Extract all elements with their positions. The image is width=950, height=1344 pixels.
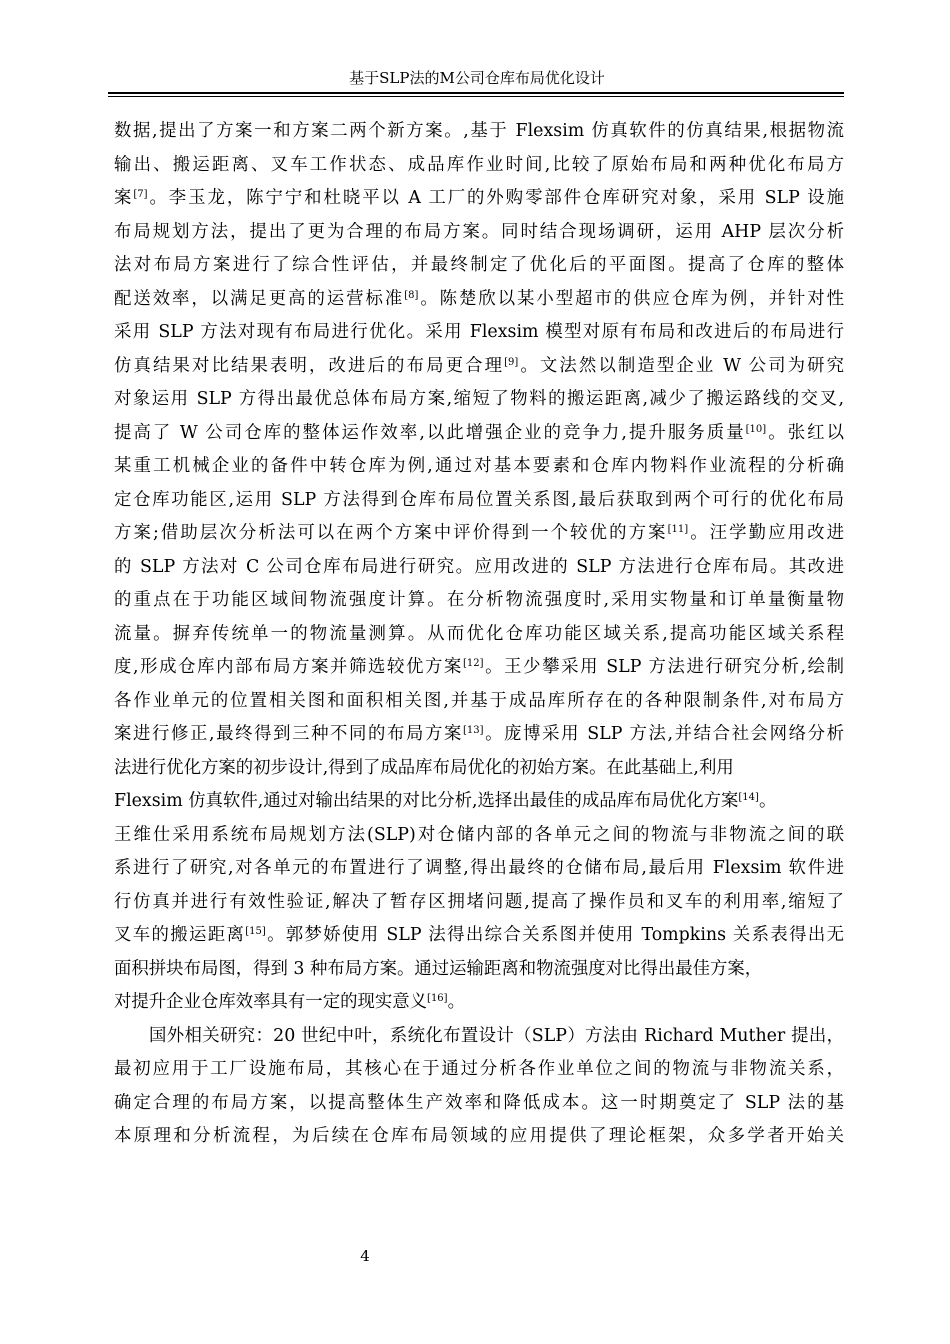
text-line — [114, 283, 844, 317]
text-line — [114, 216, 844, 250]
text-run: 本原理和分析流程，为后续在仓库布局领域的应用提供了理论框架，众多学者开始关 — [114, 1126, 844, 1146]
citation-marker: [11] — [667, 524, 689, 535]
text-run: 。庞博采用 SLP 方法,并结合社会网络分析 — [483, 724, 844, 744]
text-line — [114, 383, 844, 417]
citation-marker: [7] — [133, 189, 148, 200]
text-run: 确定合理的布局方案，以提高整体生产效率和降低成本。这一时期奠定了 SLP 法的基 — [114, 1092, 844, 1113]
header-rule-thin — [108, 96, 844, 97]
text-run: 案 — [114, 188, 134, 208]
text-run: 数据,提出了方案一和方案二两个新方案。,基于 Flexsim 仿真软件的仿真结果,根据物流 — [114, 121, 844, 141]
text-run: 。 — [447, 992, 465, 1012]
text-line — [114, 1053, 844, 1087]
text-line — [114, 785, 844, 819]
citation-marker: [13] — [463, 725, 484, 736]
text-line — [114, 986, 844, 1020]
text-run: 对象运用 SLP 方得出最优总体布局方案,缩短了物料的搬运距离,减少了搬运路线的交叉, — [114, 389, 844, 409]
text-run: 。张红以 — [766, 422, 844, 443]
text-run: 配送效率，以满足更高的运营标准 — [114, 288, 405, 309]
text-line — [114, 450, 844, 484]
text-run: 输出、搬运距离、叉车工作状态、成品库作业时间,比较了原始布局和两种优化布局方 — [114, 154, 844, 175]
running-header: 基于SLP法的M公司仓库布局优化设计 — [349, 69, 605, 87]
text-line — [114, 651, 844, 685]
text-line — [114, 182, 844, 216]
citation-marker: [10] — [745, 423, 767, 435]
text-run: 定仓库功能区,运用 SLP 方法得到仓库布局位置关系图,最后获取到两个可行的优化布局 — [114, 489, 844, 510]
text-run: 仿真结果对比结果表明，改进后的布局更合理 — [114, 355, 505, 376]
text-run: 叉车的搬运距离 — [114, 925, 246, 945]
text-line — [114, 819, 844, 853]
text-run: 对提升企业仓库效率具有一定的现实意义 — [114, 992, 428, 1012]
text-line — [114, 417, 844, 451]
text-run: 系进行了研究,对各单元的布置进行了调整,得出最终的仓储布局,最后用 Flexsim 软件进 — [114, 858, 844, 878]
text-line — [114, 350, 844, 384]
text-line — [114, 1087, 844, 1121]
paragraph — [114, 1020, 844, 1154]
text-run: 案进行修正,最终得到三种不同的布局方案 — [114, 724, 464, 744]
text-line — [114, 886, 844, 920]
text-line — [114, 584, 844, 618]
text-run: 方案;借助层次分析法可以在两个方案中评价得到一个较优的方案 — [114, 523, 668, 543]
text-line — [114, 316, 844, 350]
citation-marker: [14] — [738, 792, 759, 803]
text-line — [114, 115, 844, 149]
text-run: 提高了 W 公司仓库的整体运作效率,以此增强企业的竞争力,提升服务质量 — [114, 422, 746, 443]
text-run: 法进行优化方案的初步设计,得到了成品库布局优化的初始方案。在此基础上,利用 — [114, 757, 734, 778]
text-line — [114, 685, 844, 719]
text-run: 各作业单元的位置相关图和面积相关图,并基于成品库所存在的各种限制条件,对布局方 — [114, 690, 844, 711]
text-line — [114, 1020, 844, 1054]
text-run: 度,形成仓库内部布局方案并筛选较优方案 — [114, 657, 464, 677]
text-run: 行仿真并进行有效性验证,解决了暂存区拥堵问题,提高了操作员和叉车的利用率,缩短了 — [114, 891, 844, 912]
text-run: 。王少攀采用 SLP 方法进行研究分析,绘制 — [483, 657, 844, 677]
text-line — [114, 618, 844, 652]
citation-marker: [15] — [245, 926, 266, 937]
text-run: 法对布局方案进行了综合性评估，并最终制定了优化后的平面图。提高了仓库的整体 — [114, 255, 844, 275]
page-number: 4 — [360, 1247, 370, 1265]
citation-marker: [16] — [427, 993, 448, 1004]
paragraph — [114, 115, 844, 1020]
text-run: 流量。摒弃传统单一的物流量测算。从而优化仓库功能区域关系,提高功能区域关系程 — [114, 623, 844, 644]
text-run: 。郭梦娇使用 SLP 法得出综合关系图并使用 Tompkins 关系表得出无 — [265, 925, 844, 945]
text-line — [114, 1120, 844, 1154]
citation-marker: [12] — [463, 658, 484, 669]
text-line — [114, 249, 844, 283]
text-run: 面积拼块布局图，得到 3 种布局方案。通过运输距离和物流强度对比得出最佳方案， — [114, 958, 763, 979]
text-run: 的重点在于功能区域间物流强度计算。在分析物流强度时,采用实物量和订单量衡量物 — [114, 590, 844, 610]
text-line — [114, 718, 844, 752]
text-line — [114, 953, 844, 987]
text-line — [114, 149, 844, 183]
citation-marker: [9] — [504, 356, 519, 368]
citation-marker: [8] — [404, 289, 419, 301]
text-run: 某重工机械企业的备件中转仓库为例,通过对基本要素和仓库内物料作业流程的分析确 — [114, 456, 844, 476]
body-text — [114, 115, 844, 1154]
text-run: 国外相关研究：20 世纪中叶，系统化布置设计（SLP）方法由 Richard Muther 提出， — [149, 1025, 844, 1046]
text-run: 。文法然以制造型企业 W 公司为研究 — [518, 355, 844, 376]
text-run: 王维仕采用系统布局规划方法(SLP)对仓储内部的各单元之间的物流与非物流之间的联 — [114, 824, 844, 845]
text-line — [114, 484, 844, 518]
text-line — [114, 752, 844, 786]
text-line — [114, 919, 844, 953]
text-line — [114, 517, 844, 551]
text-run: 。李玉龙，陈宁宁和杜晓平以 A 工厂的外购零部件仓库研究对象，采用 SLP 设施 — [147, 188, 844, 208]
text-run: 的 SLP 方法对 C 公司仓库布局进行研究。应用改进的 SLP 方法进行仓库布局。其改进 — [114, 556, 844, 577]
header-rule-thick — [108, 92, 844, 94]
text-run: 最初应用于工厂设施布局，其核心在于通过分析各作业单位之间的物流与非物流关系， — [114, 1059, 844, 1079]
text-run: 。汪学勤应用改进 — [688, 523, 844, 543]
text-run: 采用 SLP 方法对现有布局进行优化。采用 Flexsim 模型对原有布局和改进后的布局进行 — [114, 322, 844, 342]
text-run: 。 — [758, 791, 777, 811]
text-line — [114, 551, 844, 585]
text-run: Flexsim 仿真软件,通过对输出结果的对比分析,选择出最佳的成品库布局优化方案 — [114, 791, 739, 811]
text-line — [114, 852, 844, 886]
text-run: 。陈楚欣以某小型超市的供应仓库为例，并针对性 — [418, 288, 844, 309]
text-run: 布局规划方法，提出了更为合理的布局方案。同时结合现场调研，运用 AHP 层次分析 — [114, 221, 844, 242]
